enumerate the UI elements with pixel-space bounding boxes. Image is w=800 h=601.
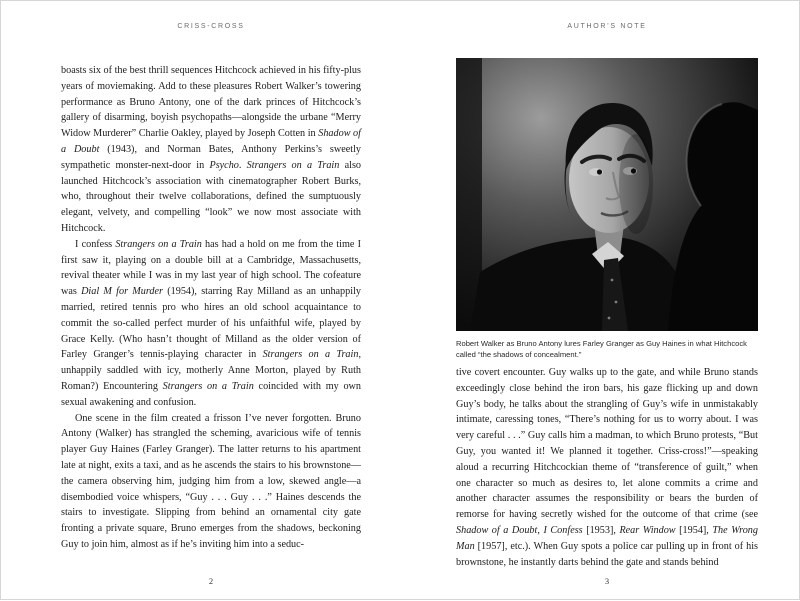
right-running-head: AUTHOR’S NOTE [567, 23, 647, 30]
paragraph: tive covert encounter. Guy walks up to the gate, and while Bruno stands exceedingly close behind the iron bars, his gaze flicking up and down Guy’s body, he talks about the strangling of Guy’s wife in unmistakably intimate, caressing tones, “There’s nothing for us to worry about. I was very careful . . .” Guy calls him a madman, to which Bruno protests, “But Guy, you wanted it! We planned it together. Criss-cross!”—speaking aloud a recurring Hitchcockian theme of “transference of guilt,” when one character so much as desires to, let alone commits a crime and another character assumes the responsibility or bears the burden of remorse for having secretly wished for the outcome of that crime (see Shadow of a Doubt, I Confess [1953], Rear Window [1954], The Wrong Man [1957], etc.). When Guy spots a police car pulling up in front of his brownstone, he instantly darts behind the gate and stands behind [456, 367, 758, 568]
film-still-photo [456, 58, 758, 331]
right-page-number: 3 [604, 576, 610, 586]
left-running-head: CRISS-CROSS [177, 23, 245, 30]
film-still-illustration [456, 58, 758, 331]
right-page [401, 1, 800, 601]
left-page [1, 1, 401, 601]
right-body-text [456, 365, 758, 570]
left-body-text [61, 63, 361, 553]
paragraph: I confess Strangers on a Train has had a hold on me from the time I first saw it, playing on a double bill at a Cambridge, Massachusetts, revival theater while I was in my last year of high school. The cofeature was Dial M for Murder (1954), starring Ray Milland as an unhappily married, retired tennis pro who hires an old school acquaintance to commit the so-called perfect murder of his unfaithful wife, played by Grace Kelly. (Who hasn’t thought of Milland as the older version of Farley Granger’s tennis-playing character in Strangers on a Train, unhappily saddled with icy, motherly Anne Morton, played by Ruth Roman?) Encountering Strangers on a Train coincided with my own sexual awakening and confusion. [61, 238, 361, 408]
left-page-number: 2 [208, 576, 214, 586]
photo-caption: Robert Walker as Bruno Antony lures Farley Granger as Guy Haines in what Hitchcock called “the shadows of concealment.” [456, 339, 747, 359]
paragraph: boasts six of the best thrill sequences Hitchcock achieved in his fifty-plus years of moviemaking. Add to these pleasures Robert Walker’s towering performance as Bruno Antony, one of the dark princes of Hitchcock’s gallery of disarming, boyish psychopaths—alongside the urbane “Merry Widow Murderer” Charlie Oakley, played by Joseph Cotten in Shadow of a Doubt (1943), and Norman Bates, Anthony Perkins’s sweetly sympathetic monster-next-door in Psycho. Strangers on a Train also launched Hitchcock’s association with cinematographer Robert Burks, who, throughout their twelve collaborations, defined the sumptuously elegant, velvety, and compelling “look” we now most associate with Hitchcock. [61, 65, 362, 234]
paragraph: One scene in the film created a frisson I’ve never forgotten. Bruno Antony (Walker) has strangled the scheming, avaricious wife of tennis player Guy Haines (Farley Granger). The latter returns to his apartment late at night, exits a taxi, and as he ascends the stairs to his brownstone—the camera observing him, judging him from a low, skewed angle—a disembodied voice whispers, “Guy . . . Guy . . .” Haines descends the stairs to investigate. Slipping from behind an ornamental city gate fronting a private square, Bruno emerges from the shadows, beckoning Guy to join him, almost as if he’s inviting him into a seduc- [61, 412, 361, 550]
